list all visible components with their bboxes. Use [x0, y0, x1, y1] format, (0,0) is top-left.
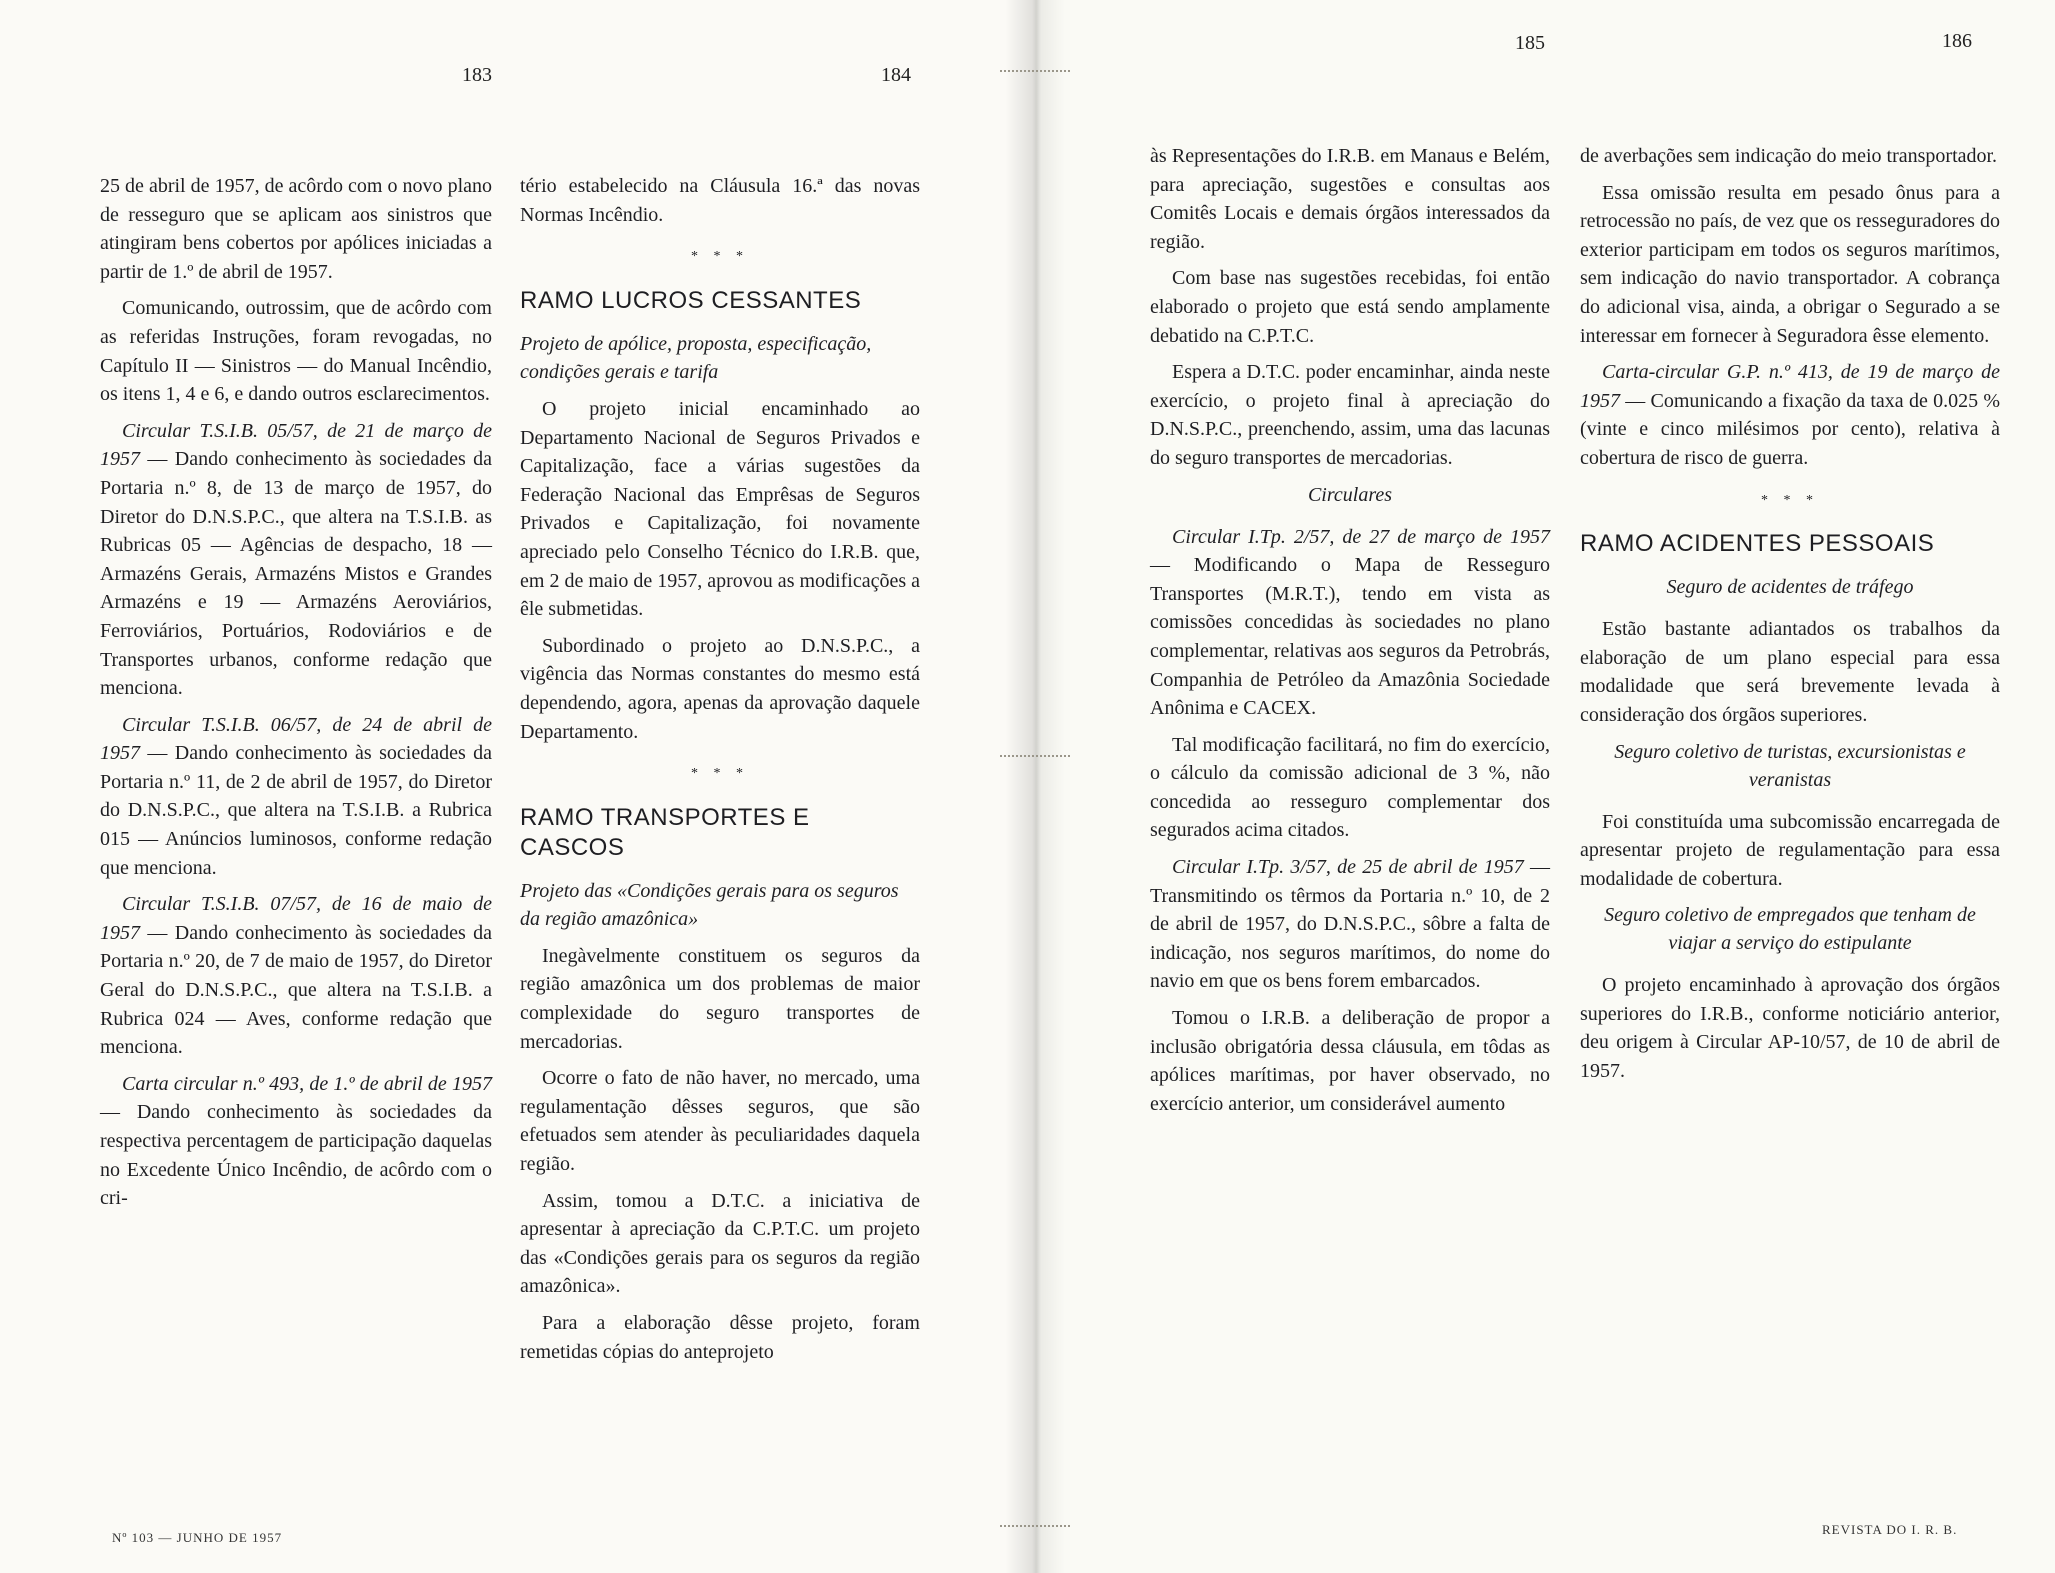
column-page-185: [1150, 142, 1550, 1126]
footer-journal: REVISTA DO I. R. B.: [1822, 1522, 1958, 1537]
circular-reference: Carta-circular G.P. n.º 413, de 19 de março de 1957: [1580, 361, 2000, 412]
page-number-186: 186: [1942, 30, 1972, 52]
circular-entry: [100, 711, 492, 883]
book-gutter: [1005, 0, 1065, 1573]
paragraph: Espera a D.T.C. poder encaminhar, ainda neste exercício, o projeto final à apreciação do D.N.S.P.C., preenchendo, assim, uma das lacunas do seguro transportes de mercadorias.: [1150, 361, 1550, 469]
circular-entry: [1150, 523, 1550, 723]
circular-text: — Transmitindo os têrmos da Portaria n.º 10, de 2 de abril de 1957, do D.N.S.P.C., sôbre a falta de indicação, nos seguros marítimos, do nome do navio em que os bens forem embarcados.: [1150, 856, 1550, 993]
circular-text: — Dando conhecimento às sociedades da Portaria n.º 20, de 7 de maio de 1957, do Diretor Geral do D.N.S.P.C., que altera na T.S.I.B. a Rubrica 024 — Aves, conforme redação que menciona.: [100, 921, 492, 1059]
circular-reference: Circular T.S.I.B. 07/57, de 16 de maio de 1957: [100, 893, 492, 944]
section-heading-lucros-cessantes: RAMO LUCROS CESSANTES: [520, 286, 862, 314]
section-heading-acidentes-pessoais: RAMO ACIDENTES PESSOAIS: [1580, 530, 1935, 558]
section-separator: * * *: [691, 249, 749, 265]
subheading-circulares: Circulares: [1307, 483, 1393, 506]
circular-entry: [100, 417, 492, 703]
binding-stitch: [1000, 70, 1070, 76]
section-heading-transportes: RAMO TRANSPORTES E CASCOS: [520, 803, 810, 861]
paragraph: Comunicando, outrossim, que de acôrdo com as referidas Instruções, foram revogadas, no Capítulo II — Sinistros — do Manual Incêndio, os itens 1, 4 e 6, e dando outros esclarecimentos.: [100, 297, 492, 406]
circular-reference: Circular I.Tp. 2/57, de 27 de março de 1957: [1172, 525, 1550, 548]
footer-issue: Nº 103 — JUNHO DE 1957: [112, 1530, 283, 1545]
subheading: Projeto das «Condições gerais para os seguros da região amazônica»: [520, 879, 899, 931]
paragraph: Para a elaboração dêsse projeto, foram remetidas cópias do anteprojeto: [520, 1312, 920, 1363]
page-number-185: 185: [1515, 32, 1545, 54]
section-separator: * * *: [691, 766, 749, 782]
column-page-186: [1580, 142, 2000, 1094]
paragraph: Com base nas sugestões recebidas, foi então elaborado o projeto que está sendo amplamente debatido na C.P.T.C.: [1150, 267, 1550, 347]
paragraph: tério estabelecido na Cláusula 16.ª das novas Normas Incêndio.: [520, 175, 920, 226]
paragraph: Inegàvelmente constituem os seguros da região amazônica um dos problemas de maior complexidade do seguro transportes de mercadorias.: [520, 944, 920, 1053]
page-number-183: 183: [462, 64, 492, 86]
paragraph: O projeto encaminhado à aprovação dos órgãos superiores do I.R.B., conforme noticiário anterior, deu origem à Circular AP-10/57, de 10 de abril de 1957.: [1580, 974, 2000, 1083]
column-page-183: [100, 172, 492, 1221]
circular-text: — Dando conhecimento às sociedades da Portaria n.º 8, de 13 de março de 1957, do Diretor do D.N.S.P.C., que altera na T.S.I.B. as Rubricas 05 — Agências de despacho, 18 — Armazéns Gerais, Armazéns Mistos e Grandes Armazéns e 19 — Armazéns Aeroviários, Ferroviários, Portuários, Rodoviários e de Transportes urbanos, conforme redação que menciona.: [100, 448, 492, 700]
column-page-184: [520, 172, 920, 1374]
paragraph: Subordinado o projeto ao D.N.S.P.C., a vigência das Normas constantes do mesmo está dependendo, agora, apenas da aprovação daquele Departamento.: [520, 634, 920, 743]
binding-stitch: [1000, 1525, 1070, 1531]
section-separator: * * *: [1761, 492, 1819, 508]
page-number-184: 184: [881, 64, 911, 86]
paragraph: O projeto inicial encaminhado ao Departamento Nacional de Seguros Privados e Capitalização, face a várias sugestões da Federação Nacional das Emprêsas de Seguros Privados e Capitalização, foi novamente apreciado pelo Conselho Técnico do I.R.B. que, em 2 de maio de 1957, aprovou as modificações a êle submetidas.: [520, 397, 920, 621]
paragraph: Foi constituída uma subcomissão encarregada de apresentar projeto de regulamentação para essa modalidade de cobertura.: [1580, 810, 2000, 890]
paragraph: 25 de abril de 1957, de acôrdo com o novo plano de resseguro que se aplicam aos sinistros que atingiram bens cobertos por apólices iniciadas a partir de 1.º de abril de 1957.: [100, 175, 492, 283]
circular-text: — Modificando o Mapa de Resseguro Transportes (M.R.T.), tendo em vista as comissões concedidas às sociedades no plano complementar, relativas aos seguros da Petrobrás, Companhia de Petróleo da Amazônia Sociedade Anônima e CACEX.: [1150, 554, 1550, 720]
subheading: Seguro de acidentes de tráfego: [1666, 576, 1914, 599]
paragraph: Ocorre o fato de não haver, no mercado, uma regulamentação dêsses seguros, que são efetuados sem atender às peculiaridades daquela região.: [520, 1067, 920, 1176]
subheading: Seguro coletivo de turistas, excursionistas e veranistas: [1614, 740, 1966, 791]
paragraph: Essa omissão resulta em pesado ônus para a retrocessão no país, de vez que os resseguradores do exterior participam em todos os seguros marítimos, sem indicação do navio transportador. A cobrança do adicional visa, ainda, a obrigar o Segurado a se interessar em fornecer à Seguradora êsse elemento.: [1580, 181, 2000, 347]
circular-entry: [100, 1070, 492, 1213]
paragraph: Tal modificação facilitará, no fim do exercício, o cálculo da comissão adicional de 3 %, não concedida ao resseguro complementar dos segurados acima citados.: [1150, 733, 1550, 842]
paragraph: às Representações do I.R.B. em Manaus e Belém, para apreciação, sugestões e consultas aos Comitês Locais e demais órgãos interessados da região.: [1150, 145, 1550, 253]
paragraph: Estão bastante adiantados os trabalhos da elaboração de um plano especial para essa modalidade que será brevemente levada à consideração dos órgãos superiores.: [1580, 618, 2000, 726]
circular-reference: Circular I.Tp. 3/57, de 25 de abril de 1957: [1172, 856, 1524, 879]
circular-entry: [1150, 853, 1550, 996]
circular-entry: [100, 890, 492, 1062]
paragraph: Tomou o I.R.B. a deliberação de propor a inclusão obrigatória dessa cláusula, em tôdas as apólices marítimas, por haver observado, no exercício anterior, um considerável aumento: [1150, 1007, 1550, 1115]
circular-text: — Comunicando a fixação da taxa de 0.025 % (vinte e cinco milésimos por cento), relativa à cobertura de risco de guerra.: [1580, 389, 2000, 469]
paragraph: de averbações sem indicação do meio transportador.: [1580, 145, 1998, 167]
binding-stitch: [1000, 755, 1070, 761]
circular-text: — Dando conhecimento às sociedades da respectiva percentagem de participação daquelas no Excedente Único Incêndio, de acôrdo com o cri-: [100, 1101, 492, 1210]
circular-entry: [1580, 358, 2000, 472]
paragraph: Assim, tomou a D.T.C. a iniciativa de apresentar à apreciação da C.P.T.C. um projeto das «Condições gerais para os seguros da região amazônica».: [520, 1189, 920, 1298]
circular-reference: Circular T.S.I.B. 06/57, de 24 de abril de 1957: [100, 713, 492, 765]
subheading: Seguro coletivo de empregados que tenham de viajar a serviço do estipulante: [1604, 904, 1976, 955]
circular-text: — Dando conhecimento às sociedades da Portaria n.º 11, de 2 de abril de 1957, do Diretor do D.N.S.P.C., que altera na T.S.I.B. a Rubrica 015 — Anúncios luminosos, conforme redação que menciona.: [100, 742, 492, 879]
subheading: Projeto de apólice, proposta, especificação, condições gerais e tarifa: [520, 332, 872, 384]
circular-reference: Carta circular n.º 493, de 1.º de abril de 1957: [122, 1072, 492, 1095]
circular-reference: Circular T.S.I.B. 05/57, de 21 de março de 1957: [100, 419, 492, 471]
